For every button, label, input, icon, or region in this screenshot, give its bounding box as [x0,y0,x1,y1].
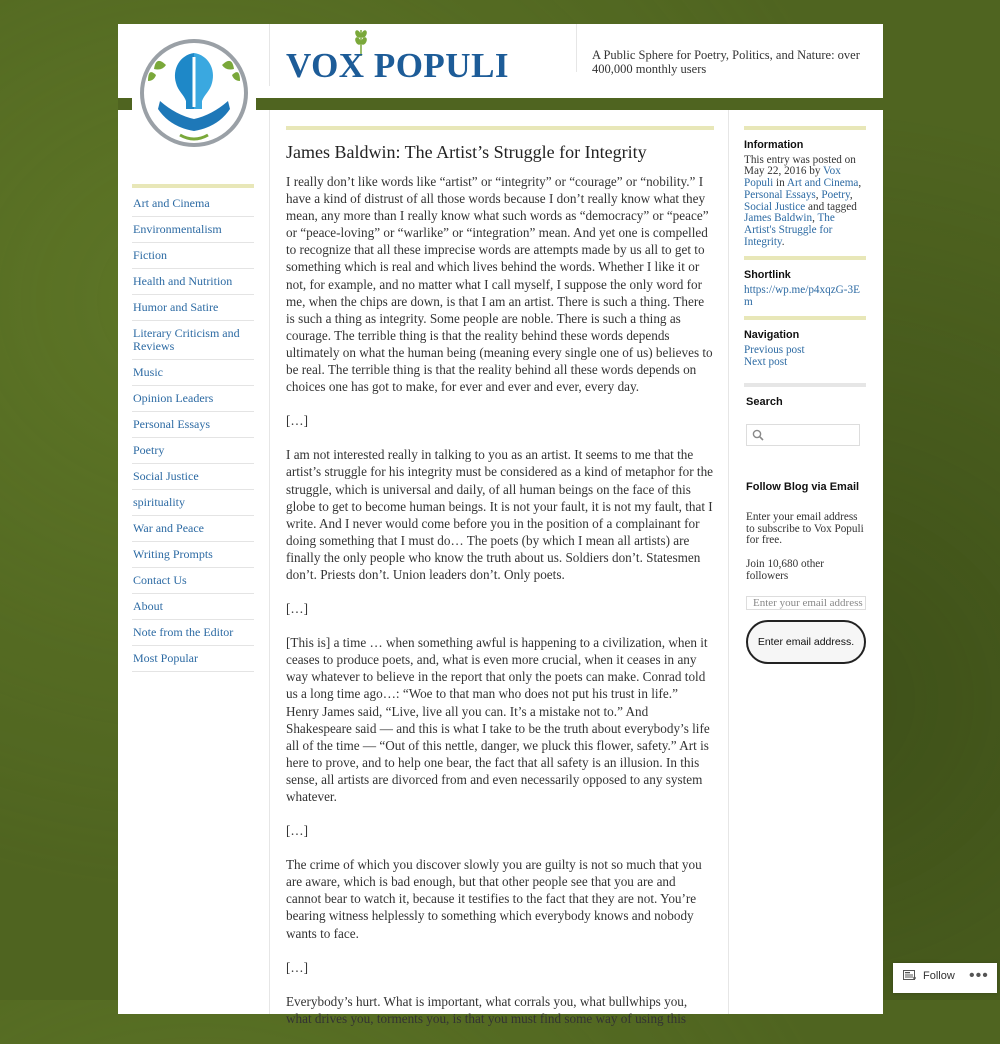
follow-label: Follow [923,970,955,982]
category-nav [132,184,254,672]
search-input[interactable] [746,424,860,446]
shortlink-url[interactable]: https://wp.me/p4xqzG-3Em [744,284,860,308]
nav-item-writing-prompts[interactable]: Writing Prompts [132,542,254,568]
nav-accent-bar [132,184,254,188]
meta-text: This entry was posted on May 22, 2016 by [744,153,856,178]
category-link-social-justice[interactable]: Social Justice [744,200,806,213]
category-link-personal-essays[interactable]: Personal Essays [744,188,816,201]
post-ellipsis: […] [286,959,308,975]
nav-item-spirituality[interactable]: spirituality [132,490,254,516]
meta-text: . [781,235,785,248]
follow-icon [903,970,917,982]
nav-item-fiction[interactable]: Fiction [132,243,254,269]
sidebar-accent-bar [744,316,866,320]
nav-item-poetry[interactable]: Poetry [132,438,254,464]
previous-post-link[interactable]: Previous post [744,344,805,357]
widget-divider [744,383,866,387]
post-ellipsis: […] [286,413,308,429]
post-paragraph: I really don’t like words like “artist” or “integrity” or “courage” or “nobility.” I have a kind of distrust of all those words because I don’t really know what they mean, any more than I really know what such words as “democracy” or “peace” or “peace-loving” or “warlike” or “integration” mean. And yet one is compelled to recognize that all these imprecise words are attempts made by us all to get to something which is real and which lives behind the words. Whether I like it or not, for example, and no matter what I call myself, I suppose the only word for me, when the chips are down, is that I am an artist. There is such a thing. There is such a thing as integrity. Some people are noble. There is such a thing as courage. The terrible thing is that the reality behind these words depends ultimately on what the human being (meaning every single one of us) believes to be real. The terrible thing is that the reality behind all these words depends on choices one has got to make, for ever and ever and ever, every day. [286,174,713,395]
logo-emblem-icon [136,35,252,151]
information-heading: Information [744,139,804,151]
nav-item-health-and-nutrition[interactable]: Health and Nutrition [132,269,254,295]
site-tagline: A Public Sphere for Poetry, Politics, and Nature: over 400,000 monthly users [592,48,860,76]
meta-separator: , [815,188,822,201]
follow-description: Enter your email address to subscribe to Vox Populi for free. [746,510,864,547]
next-post-link[interactable]: Next post [744,355,788,368]
column-divider [269,110,270,1014]
sidebar-accent-bar [744,126,866,130]
post-ellipsis: […] [286,823,308,839]
tag-link-james-baldwin[interactable]: James Baldwin [744,212,813,225]
column-divider [728,110,729,1014]
nav-item-humor-and-satire[interactable]: Humor and Satire [132,295,254,321]
nav-item-social-justice[interactable]: Social Justice [132,464,254,490]
post-content [286,126,714,1044]
post-title[interactable]: James Baldwin: The Artist’s Struggle for Integrity [286,142,647,162]
post-paragraph: I am not interested really in talking to you as an artist. It seems to me that the artist’s struggle for his integrity must be considered as a kind of metaphor for the struggle, which is universal and daily, of all human beings on the face of this globe to get to become human beings. It is not your fault, it is not my fault, that I write. And I never would come before you in the position of a complainant for doing something that I must do… The poets (by which I mean all artists) are finally the only people who know the truth about us. Soldiers don’t. Statesmen don’t. Priests don’t. Union leaders don’t. Only poets. [286,447,714,582]
follow-heading: Follow Blog via Email [746,481,860,494]
nav-item-personal-essays[interactable]: Personal Essays [132,412,254,438]
meta-text: and tagged [805,200,857,213]
category-link-art-and-cinema[interactable]: Art and Cinema [786,177,859,190]
shortlink-heading: Shortlink [744,269,791,282]
nav-item-opinion-leaders[interactable]: Opinion Leaders [132,386,254,412]
more-options-icon[interactable]: ••• [969,967,989,984]
site-logo[interactable] [132,28,256,158]
nav-item-contact-us[interactable]: Contact Us [132,568,254,594]
search-icon [752,429,764,441]
follow-email-button[interactable]: Enter email address. [746,620,866,664]
post-ellipsis: […] [286,601,308,617]
navigation-heading: Navigation [744,329,800,342]
nav-item-note-from-editor[interactable]: Note from the Editor [132,620,254,646]
site-title[interactable]: VOX POPULI [286,46,510,85]
meta-separator: , [849,188,853,201]
nav-item-literary-criticism[interactable]: Literary Criticism and Reviews [132,321,254,360]
tag-link-artists-struggle[interactable]: The Artist's Struggle for Integrity [744,212,835,248]
follow-button[interactable] [903,970,955,982]
nav-item-war-and-peace[interactable]: War and Peace [132,516,254,542]
category-link-poetry[interactable]: Poetry [821,188,850,201]
post-accent-bar [286,126,714,130]
email-field[interactable]: Enter your email address [746,596,866,610]
post-meta [744,155,866,249]
meta-separator: , [858,177,862,190]
sidebar-accent-bar [744,256,866,260]
information-widget [744,140,866,248]
site-brand[interactable] [286,24,546,94]
followers-count: Join 10,680 other followers [746,558,824,582]
shortlink-widget [744,270,866,308]
meta-separator: , [812,212,818,225]
author-link[interactable]: Vox Populi [744,165,841,190]
search-heading: Search [746,395,783,408]
header-divider [576,24,577,72]
right-sidebar [744,126,866,664]
post-paragraph: The crime of which you discover slowly you are guilty is not so much that you are aware, which is bad enough, but that other people see that you are and cannot bear to watch it, because it testifies to the fact that they are not. You’re bearing witness helplessly to something which everybody knows and nobody wants to face. [286,857,702,941]
nav-item-art-and-cinema[interactable]: Art and Cinema [132,191,254,217]
nav-item-most-popular[interactable]: Most Popular [132,646,254,672]
nav-item-about[interactable]: About [132,594,254,620]
nav-item-music[interactable]: Music [132,360,254,386]
post-paragraph: [This is] a time … when something awful is happening to a civilization, when it ceases to produce poets, and, what is even more crucial, when it ceases in any way whatever to believe in the report that only the poets can make. Conrad told us a long time ago…: “Woe to that man who does not put his trust in life.” Henry James said, “Live, live all you can. It’s a mistake not to.” And Shakespeare said — and this is what I take to be the truth about everybody’s life all of the time — “Out of this nettle, danger, we pluck this flower, safety.” Art is here to prove, and to help one bear, the fact that all safety is an illusion. In this sense, all artists are divorced from and even necessarily opposed to any system whatever. [286,635,710,804]
follow-bar [893,963,997,993]
navigation-widget [744,330,866,368]
nav-item-environmentalism[interactable]: Environmentalism [132,217,254,243]
page-container [118,24,883,1026]
post-paragraph: Everybody’s hurt. What is important, what corrals you, what bullwhips you, what drives you, torments you, is that you must find some way of using this [286,993,688,1026]
header-divider [269,24,270,86]
meta-text: in [773,177,787,190]
